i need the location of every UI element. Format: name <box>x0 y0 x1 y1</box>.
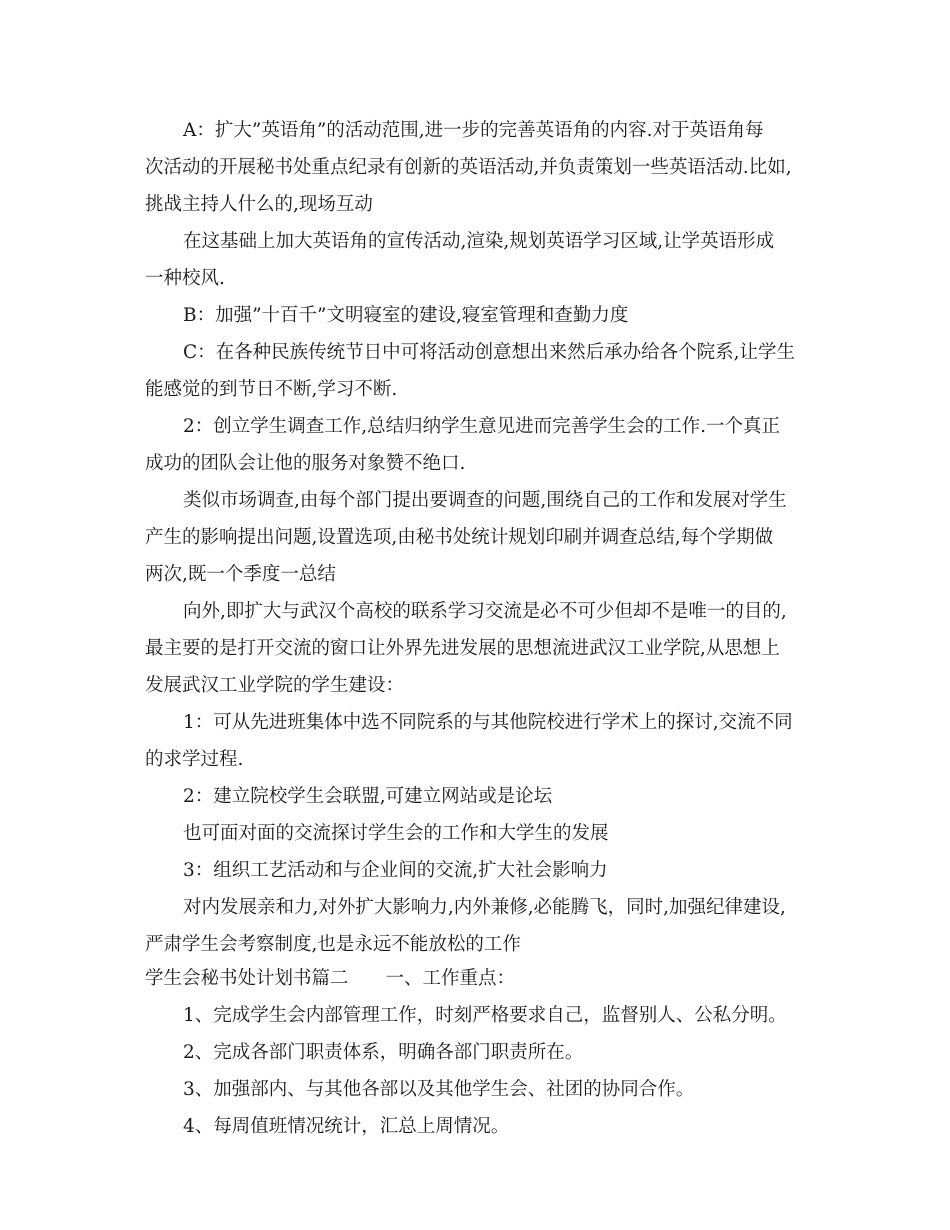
paragraph-line: 严肃学生会考察制度,也是永远不能放松的工作 <box>145 934 521 955</box>
paragraph-line: 2：建立院校学生会联盟,可建立网站或是论坛 <box>183 786 553 807</box>
paragraph-line: 能感觉的到节日不断,学习不断. <box>145 379 398 400</box>
paragraph-line: 次活动的开展秘书处重点纪录有创新的英语活动,并负责策划一些英语活动.比如, <box>145 157 792 178</box>
paragraph-line: 最主要的是打开交流的窗口让外界先进发展的思想流进武汉工业学院,从思想上 <box>145 638 780 659</box>
paragraph-line: 也可面对面的交流探讨学生会的工作和大学生的发展 <box>183 823 609 844</box>
paragraph-line: 对内发展亲和力,对外扩大影响力,内外兼修,必能腾飞，同时,加强纪律建设, <box>183 897 786 918</box>
paragraph-line: 一种校风. <box>145 268 225 289</box>
paragraph-line: 发展武汉工业学院的学生建设： <box>145 675 405 696</box>
paragraph-line: 3：组织工艺活动和与企业间的交流,扩大社会影响力 <box>183 860 608 881</box>
section-heading: 学生会秘书处计划书篇二 一、工作重点： <box>145 968 516 989</box>
paragraph-line: 两次,既一个季度一总结 <box>145 564 336 585</box>
paragraph-line: C：在各种民族传统节日中可将活动创意想出来然后承办给各个院系,让学生 <box>183 342 796 363</box>
list-item: 4、每周值班情况统计，汇总上周情况。 <box>183 1116 510 1137</box>
paragraph-line: 2：创立学生调查工作,总结归纳学生意见进而完善学生会的工作.一个真正 <box>183 416 781 437</box>
paragraph-line: 的求学过程. <box>145 749 244 770</box>
paragraph-line: 挑战主持人什么的,现场互动 <box>145 194 373 215</box>
list-item: 1、完成学生会内部管理工作，时刻严格要求自己，监督别人、公私分明。 <box>183 1005 787 1026</box>
list-item: 3、加强部内、与其他各部以及其他学生会、社团的协同合作。 <box>183 1079 695 1100</box>
paragraph-line: 成功的团队会让他的服务对象赞不绝口. <box>145 453 466 474</box>
paragraph-line: 产生的影响提出问题,设置选项,由秘书处统计规划印刷并调查总结,每个学期做 <box>145 527 774 548</box>
paragraph-line: A：扩大”英语角”的活动范围,进一步的完善英语角的内容.对于英语角每 <box>183 120 764 141</box>
paragraph-line: 类似市场调查,由每个部门提出要调查的问题,围绕自己的工作和发展对学生 <box>183 490 787 511</box>
list-item: 2、完成各部门职责体系，明确各部门职责所在。 <box>183 1042 584 1063</box>
paragraph-line: 1：可从先进班集体中选不同院系的与其他院校进行学术上的探讨,交流不同 <box>183 712 793 733</box>
paragraph-line: B：加强”十百千”文明寝室的建设,寝室管理和查勤力度 <box>183 305 629 326</box>
paragraph-line: 向外,即扩大与武汉个高校的联系学习交流是必不可少但却不是唯一的目的, <box>183 601 787 622</box>
paragraph-line: 在这基础上加大英语角的宣传活动,渲染,规划英语学习区域,让学英语形成 <box>183 231 775 252</box>
